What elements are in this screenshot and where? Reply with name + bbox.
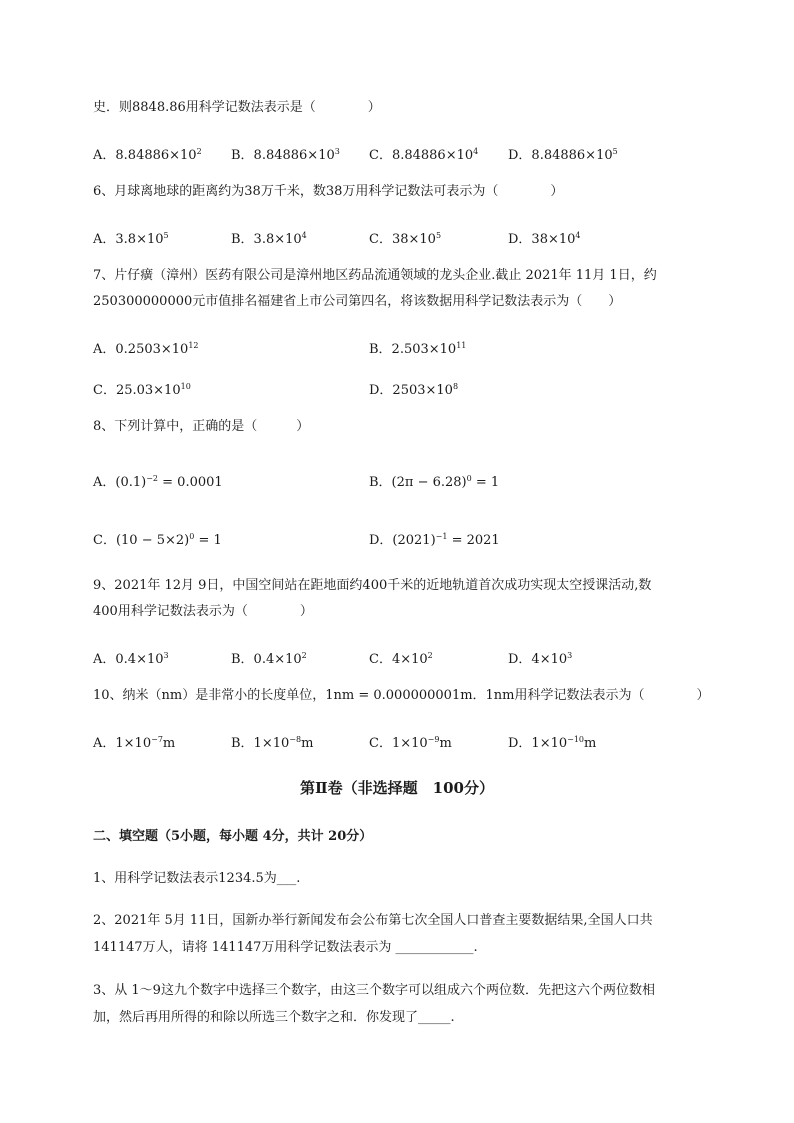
q10-option-c: C．$1\times 10^{-9}m$ <box>369 735 452 751</box>
q5-text: 史．则8848.86用科学记数法表示是（ ） <box>93 100 381 115</box>
q7-option-a: A．$0.2503\times 10^{12}$ <box>93 341 199 357</box>
q9-option-d: D．$4\times 10^3$ <box>508 651 573 667</box>
q6-text: 6、月球离地球的距离约为38万千米，数38万用科学记数法可表示为（ ） <box>93 184 564 199</box>
q6-option-c: C．$38\times 10^5$ <box>369 231 442 247</box>
q10-option-a: A．$1\times 10^{-7}m$ <box>93 735 176 751</box>
fill3-text-line2: 加，然后再用所得的和除以所选三个数字之和．你发现了_____. <box>93 1010 455 1025</box>
q9-text-line2: 400用科学记数法表示为（ ） <box>93 604 313 619</box>
q10-text: 10、纳米（nm）是非常小的长度单位，1nm = 0.000000001m．1nm用科学记数法表示为（ ） <box>93 688 710 703</box>
q5-option-b: B．$8.84886\times 10^3$ <box>231 147 340 163</box>
q6-option-b: B．$3.8\times 10^4$ <box>231 231 307 247</box>
q9-option-c: C．$4\times 10^2$ <box>369 651 433 667</box>
fill3-text-line1: 3、从 1～9这九个数字中选择三个数字，由这三个数字可以组成六个两位数．先把这六个两位数相 <box>93 983 655 998</box>
fill-in-section-heading: 二、填空题（5小题，每小题 4分，共计 20分） <box>93 829 373 844</box>
q7-text-line2: 250300000000元市值排名福建省上市公司第四名，将该数据用科学记数法表示为（ ） <box>93 294 622 309</box>
q9-text-line1: 9、2021年 12月 9日，中国空间站在距地面约400千米的近地轨道首次成功实现太空授课活动,数 <box>93 578 652 593</box>
q6-option-a: A．$3.8\times 10^5$ <box>93 231 169 247</box>
q7-option-b: B．$2.503\times 10^{11}$ <box>369 341 467 357</box>
q7-option-c: C．$25.03\times 10^{10}$ <box>93 382 191 398</box>
part2-title: 第Ⅱ卷（非选择题 100分） <box>300 779 494 797</box>
q5-option-d: D．$8.84886\times 10^5$ <box>508 147 618 163</box>
q8-option-b: B．$(2\pi - 6.28)^0 = 1$ <box>369 474 500 490</box>
q7-option-d: D．$2503\times 10^8$ <box>369 382 459 398</box>
q5-option-a: A．$8.84886\times 10^2$ <box>93 147 202 163</box>
q8-option-c: C．$(10 - 5\times 2)^0 = 1$ <box>93 532 222 548</box>
q9-option-a: A．$0.4\times 10^3$ <box>93 651 169 667</box>
fill2-text-line2: 141147万人，请将 141147万用科学记数法表示为 ____________. <box>93 940 478 955</box>
q10-option-b: B．$1\times 10^{-8}m$ <box>231 735 314 751</box>
q7-text-line1: 7、片仔癀（漳州）医药有限公司是漳州地区药品流通领域的龙头企业.截止 2021年 11月 1日，约 <box>93 268 657 283</box>
q6-option-d: D．$38\times 10^4$ <box>508 231 581 247</box>
q5-option-c: C．$8.84886\times 10^4$ <box>369 147 479 163</box>
q8-option-a: A．$(0.1)^{-2} = 0.0001$ <box>93 474 223 490</box>
q8-text: 8、下列计算中，正确的是（ ） <box>93 419 310 434</box>
q8-option-d: D．$(2021)^{-1} = 2021$ <box>369 532 500 548</box>
q9-option-b: B．$0.4\times 10^2$ <box>231 651 307 667</box>
fill2-text-line1: 2、2021年 5月 11日，国新办举行新闻发布会公布第七次全国人口普查主要数据结果,全国人口共 <box>93 913 653 928</box>
fill1-text: 1、用科学记数法表示1234.5为___. <box>93 871 301 886</box>
q10-option-d: D．$1\times 10^{-10}m$ <box>508 735 597 751</box>
